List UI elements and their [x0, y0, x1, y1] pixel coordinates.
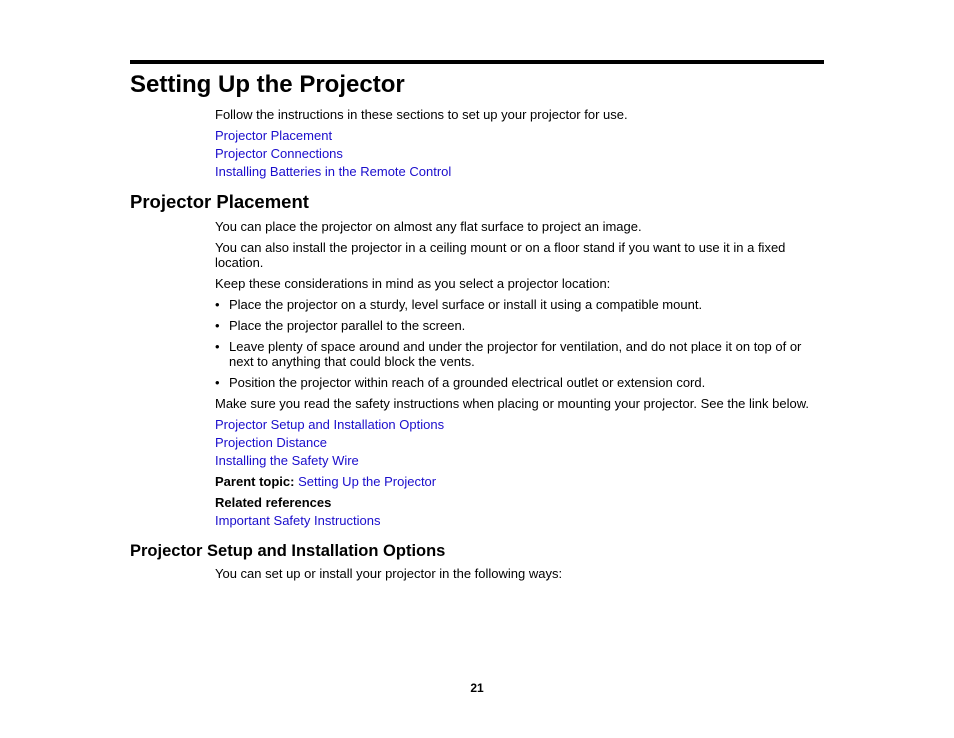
link-projector-placement[interactable]: Projector Placement: [215, 128, 333, 143]
bullet-item-2: Place the projector parallel to the screen.: [229, 318, 466, 333]
placement-paragraph-2-line-1: You can also install the projector in a ceiling mount or on a floor stand if you want to use it in a fixed: [215, 240, 786, 255]
intro-text: Follow the instructions in these sections to set up your projector for use.: [215, 107, 628, 122]
setup-paragraph-1: You can set up or install your projector in the following ways:: [215, 566, 563, 581]
placement-paragraph-3: Keep these considerations in mind as you select a projector location:: [215, 276, 611, 291]
link-installing-safety-wire[interactable]: Installing the Safety Wire: [215, 453, 359, 468]
page-number: 21: [470, 681, 484, 695]
link-important-safety-instructions[interactable]: Important Safety Instructions: [215, 513, 381, 528]
link-projector-connections[interactable]: Projector Connections: [215, 146, 343, 161]
link-setup-installation-options[interactable]: Projector Setup and Installation Options: [215, 417, 445, 432]
placement-paragraph-1: You can place the projector on almost any flat surface to project an image.: [215, 219, 642, 234]
bullet-item-1: Place the projector on a sturdy, level surface or install it using a compatible mount.: [229, 297, 703, 312]
section-heading-setup-options: Projector Setup and Installation Options: [130, 542, 446, 560]
bullet-item-4: Position the projector within reach of a grounded electrical outlet or extension cord.: [229, 375, 706, 390]
bullet-marker: •: [215, 339, 220, 354]
bullet-marker: •: [215, 318, 220, 333]
parent-topic-link[interactable]: Setting Up the Projector: [298, 474, 437, 489]
bullet-item-3-line-1: Leave plenty of space around and under the projector for ventilation, and do not place it on top of or: [229, 339, 802, 354]
link-projection-distance[interactable]: Projection Distance: [215, 435, 327, 450]
page-title: Setting Up the Projector: [130, 71, 405, 98]
section-heading-placement: Projector Placement: [130, 191, 309, 212]
parent-topic: [215, 474, 436, 489]
bullet-marker: •: [215, 375, 220, 390]
placement-paragraph-2-line-2: location.: [215, 255, 264, 270]
placement-paragraph-4: Make sure you read the safety instructions when placing or mounting your projector. See the link below.: [215, 396, 809, 411]
bullet-marker: •: [215, 297, 220, 312]
related-references-label: Related references: [215, 495, 332, 510]
link-installing-batteries[interactable]: Installing Batteries in the Remote Control: [215, 164, 452, 179]
bullet-item-3-line-2: next to anything that could block the vents.: [229, 354, 475, 369]
parent-topic-label: Parent topic:: [215, 474, 295, 489]
top-rule: [130, 60, 824, 64]
